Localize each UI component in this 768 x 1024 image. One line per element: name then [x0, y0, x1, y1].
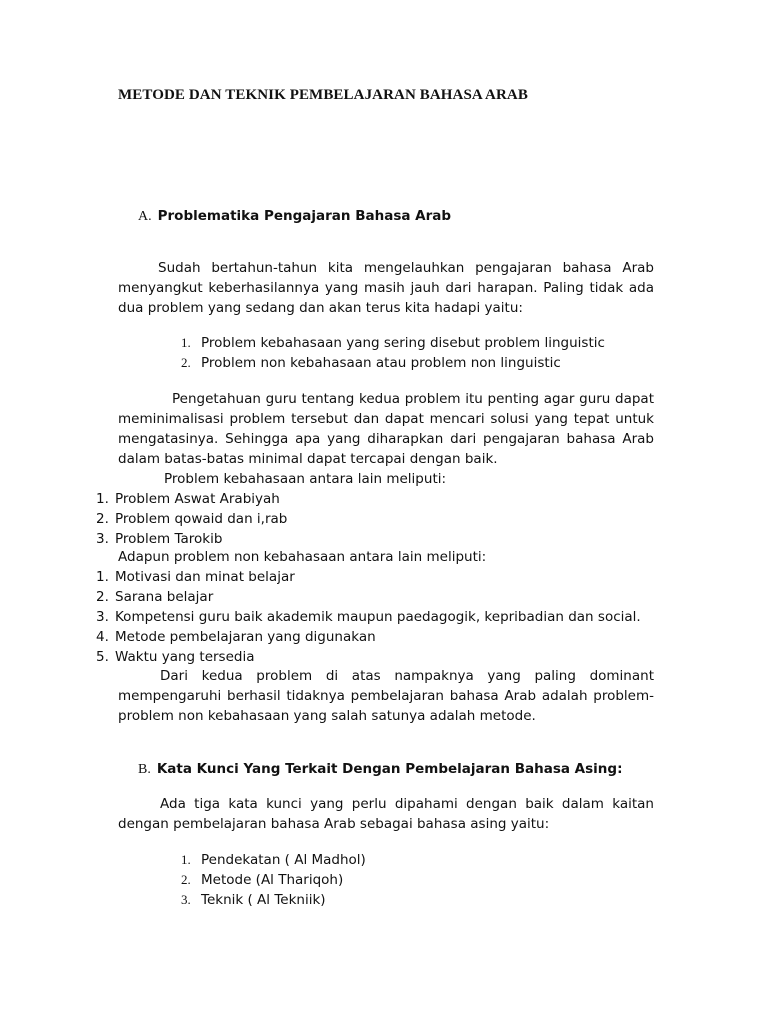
list-item: [181, 353, 605, 373]
list-item: [96, 489, 287, 509]
section-b-title: Kata Kunci Yang Terkait Dengan Pembelajaran Bahasa Asing:: [156, 761, 623, 777]
list-number: 1.: [181, 335, 191, 350]
list-text: Pendekatan ( Al Madhol): [201, 852, 366, 868]
list-text: Problem kebahasaan yang sering disebut problem linguistic: [201, 335, 605, 351]
list-text: Teknik ( Al Tekniik): [201, 892, 326, 908]
keywords-list: [181, 850, 366, 910]
section-b-marker: B.: [138, 762, 151, 777]
non-linguistic-problems-list: [96, 567, 641, 667]
list-number: 1.: [181, 852, 191, 867]
list-text: Metode (Al Thariqoh): [201, 872, 344, 888]
list-item: [96, 607, 641, 627]
list-number: 3.: [181, 892, 191, 907]
list-text: Problem qowaid dan i,rab: [115, 511, 288, 527]
list-text: Metode pembelajaran yang digunakan: [115, 629, 376, 645]
section-a-title: Problematika Pengajaran Bahasa Arab: [157, 208, 452, 224]
list-item: [181, 333, 605, 353]
non-linguistic-problems-intro: Adapun problem non kebahasaan antara lain meliputi:: [118, 549, 487, 565]
list-item: [181, 890, 366, 910]
list-item: [96, 647, 641, 667]
linguistic-problems-list: [96, 489, 287, 549]
list-number: 2.: [181, 355, 191, 370]
conclusion-paragraph: Dari kedua problem di atas nampaknya yang paling dominant mempengaruhi berhasil tidaknya pembelajaran bahasa Arab adalah problem-problem non kebahasaan yang salah satunya adalah metode.: [118, 668, 654, 724]
document-title: METODE DAN TEKNIK PEMBELAJARAN BAHASA ARAB: [118, 87, 528, 103]
list-number: 2.: [96, 511, 109, 527]
list-item: [96, 509, 287, 529]
knowledge-paragraph: Pengetahuan guru tentang kedua problem itu penting agar guru dapat meminimalisasi problem tersebut dan dapat mencari solusi yang tepat untuk mengatasinya. Sehingga apa yang diharapkan dari pengajaran bahasa Arab dalam batas-batas minimal dapat tercapai dengan baik.: [118, 391, 654, 467]
list-number: 4.: [96, 629, 109, 645]
section-a-intro-paragraph: Sudah bertahun-tahun kita mengelauhkan pengajaran bahasa Arab menyangkut keberhasilannya yang masih jauh dari harapan. Paling tidak ada dua problem yang sedang dan akan terus kita hadapi yaitu:: [118, 260, 654, 316]
section-a-heading: [138, 206, 451, 227]
list-number: 2.: [96, 589, 109, 605]
list-item: [96, 567, 641, 587]
list-number: 2.: [181, 872, 191, 887]
list-number: 1.: [96, 491, 109, 507]
list-text: Sarana belajar: [115, 589, 214, 605]
linguistic-problems-intro: Problem kebahasaan antara lain meliputi:: [164, 471, 447, 487]
list-number: 3.: [96, 609, 109, 625]
section-a-marker: A.: [138, 209, 152, 224]
list-item: [181, 870, 366, 890]
list-item: [96, 627, 641, 647]
list-number: 1.: [96, 569, 109, 585]
problem-types-list: [181, 333, 605, 373]
list-item: [96, 529, 287, 549]
list-text: Problem Tarokib: [115, 531, 223, 547]
list-text: Motivasi dan minat belajar: [115, 569, 295, 585]
list-text: Problem Aswat Arabiyah: [115, 491, 280, 507]
list-text: Kompetensi guru baik akademik maupun paedagogik, kepribadian dan social.: [115, 609, 641, 625]
section-b-intro-paragraph: Ada tiga kata kunci yang perlu dipahami dengan baik dalam kaitan dengan pembelajaran bahasa Arab sebagai bahasa asing yaitu:: [118, 796, 654, 832]
list-item: [96, 587, 641, 607]
section-b-heading: [138, 759, 622, 780]
list-text: Problem non kebahasaan atau problem non linguistic: [201, 355, 561, 371]
list-number: 3.: [96, 531, 109, 547]
list-number: 5.: [96, 649, 109, 665]
list-text: Waktu yang tersedia: [115, 649, 255, 665]
list-item: [181, 850, 366, 870]
